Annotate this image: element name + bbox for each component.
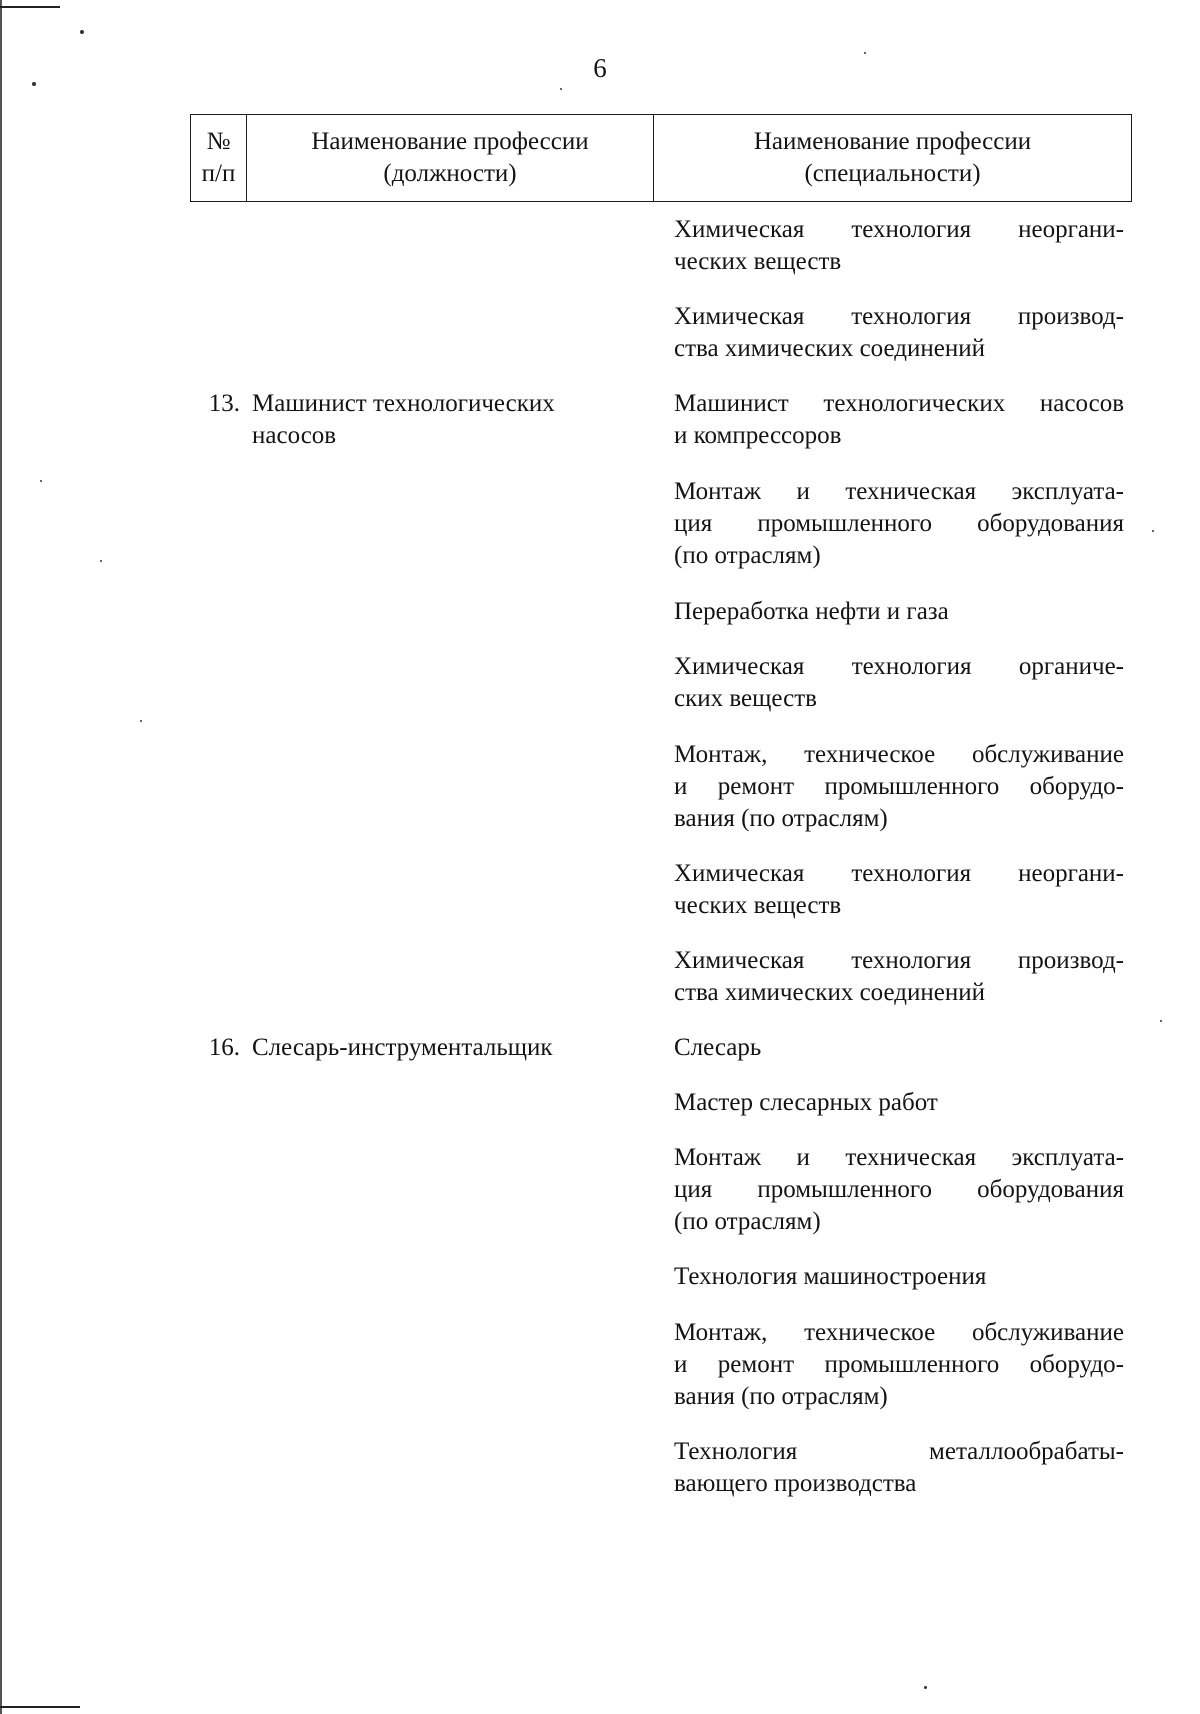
specialty-line: вания (по отраслям) <box>674 805 888 832</box>
specialty-item <box>674 858 1124 922</box>
header-position-line1: Наименование профессии <box>311 128 589 155</box>
specialty-item <box>674 1087 1124 1119</box>
specialty-item <box>674 945 1124 1009</box>
scan-dot <box>140 720 142 722</box>
scan-dot <box>924 1686 927 1689</box>
specialty-line: Технология металлообрабаты- <box>674 1438 1124 1465</box>
specialty-line: Химическая технология производ- <box>674 303 1124 330</box>
specialty-line: ческих веществ <box>674 892 842 919</box>
row-position-title <box>252 388 632 452</box>
specialty-line: ских веществ <box>674 685 817 712</box>
scan-dot <box>1152 530 1154 532</box>
header-specialty-line1: Наименование профессии <box>753 128 1032 155</box>
specialty-line: Слесарь <box>674 1034 762 1061</box>
specialty-item <box>674 476 1124 572</box>
specialty-line: ция промышленного оборудования <box>674 1176 1124 1203</box>
header-number-line2: п/п <box>201 160 236 187</box>
specialty-line: вания (по отраслям) <box>674 1383 888 1410</box>
specialty-line: ства химических соединений <box>674 979 985 1006</box>
specialty-item <box>674 739 1124 835</box>
specialty-line: и ремонт промышленного оборудо- <box>674 1351 1124 1378</box>
specialty-line: и ремонт промышленного оборудо- <box>674 773 1124 800</box>
specialty-line: Переработка нефти и газа <box>674 598 949 625</box>
specialty-line: ства химических соединений <box>674 335 985 362</box>
scan-edge-top <box>0 6 60 8</box>
specialty-line: Химическая технология неоргани- <box>674 216 1124 243</box>
specialty-line: Технология машиностроения <box>674 1263 987 1290</box>
specialty-item <box>674 1317 1124 1413</box>
header-position-cell <box>247 115 654 201</box>
table-header <box>190 114 1132 202</box>
row-title-line: Машинист технологических <box>252 390 555 417</box>
row-number: 13. <box>208 390 240 417</box>
scan-dot <box>560 88 562 90</box>
specialty-item <box>674 214 1124 278</box>
scan-dot <box>100 560 102 562</box>
specialty-line: Монтаж, техническое обслуживание <box>674 741 1124 768</box>
specialty-line: Монтаж и техническая эксплуата- <box>674 1144 1124 1171</box>
page-number: 6 <box>593 53 607 83</box>
scan-edge-bottom <box>0 1706 80 1708</box>
row-position-title <box>252 1032 632 1064</box>
specialty-line: Химическая технология производ- <box>674 947 1124 974</box>
specialty-line: Монтаж и техническая эксплуата- <box>674 478 1124 505</box>
scan-dot <box>864 52 866 54</box>
specialty-line: Машинист технологических насосов <box>674 390 1124 417</box>
row-title-line: Слесарь-инструментальщик <box>252 1034 553 1061</box>
header-number-cell <box>191 115 247 201</box>
header-number-line1: № <box>206 128 231 155</box>
scan-dot <box>40 480 42 482</box>
specialty-line: ческих веществ <box>674 248 842 275</box>
header-specialty-line2: (специальности) <box>804 160 981 187</box>
specialty-item <box>674 651 1124 715</box>
specialty-line: и компрессоров <box>674 422 842 449</box>
specialty-line: Монтаж, техническое обслуживание <box>674 1319 1124 1346</box>
specialty-line: Химическая технология неоргани- <box>674 860 1124 887</box>
specialty-item <box>674 388 1124 452</box>
specialty-item <box>674 1032 1124 1064</box>
scan-dot <box>80 30 84 34</box>
specialty-line: (по отраслям) <box>674 1208 821 1235</box>
row-title-line: насосов <box>252 422 337 449</box>
specialty-line: Мастер слесарных работ <box>674 1089 938 1116</box>
row-number: 16. <box>208 1034 240 1061</box>
specialty-line: ция промышленного оборудования <box>674 510 1124 537</box>
header-position-line2: (должности) <box>383 160 517 187</box>
specialty-line: вающего производства <box>674 1470 917 1497</box>
scan-dot <box>1160 1020 1162 1022</box>
specialty-line: (по отраслям) <box>674 542 821 569</box>
specialty-item <box>674 1142 1124 1238</box>
scan-dot <box>32 82 36 86</box>
specialty-item <box>674 1261 1124 1293</box>
header-specialty-cell <box>654 115 1131 201</box>
specialty-item <box>674 301 1124 365</box>
specialty-item <box>674 596 1124 628</box>
specialty-item <box>674 1436 1124 1500</box>
scan-edge-left <box>0 0 2 1714</box>
specialty-line: Химическая технология органиче- <box>674 653 1124 680</box>
